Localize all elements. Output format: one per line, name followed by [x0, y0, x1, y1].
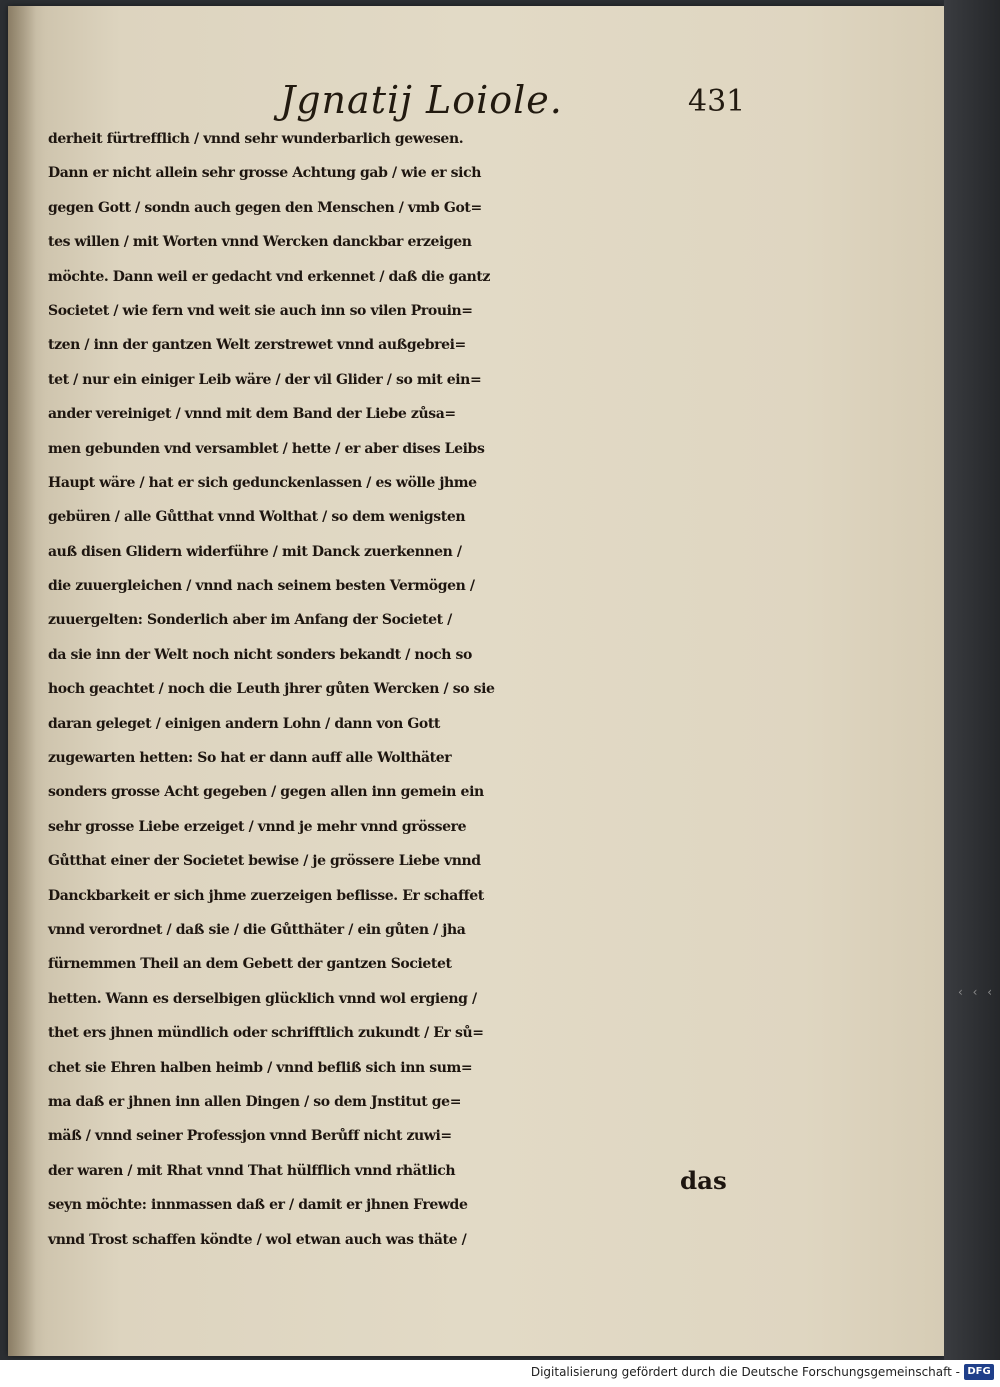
page-header — [8, 72, 944, 128]
dfg-logo-icon: DFG — [964, 1364, 994, 1380]
text-line: ander vereiniget / vnnd mit dem Band der Liebe zůsa= — [48, 406, 456, 423]
text-line: mäß / vnnd seiner Professjon vnnd Berůff nicht zuwi= — [48, 1128, 452, 1145]
text-line: hoch geachtet / noch die Leuth jhrer gůten Wercken / so sie — [48, 681, 495, 698]
text-line: auß disen Glidern widerführe / mit Danck zuerkennen / — [48, 543, 462, 560]
text-line: hetten. Wann es derselbigen glücklich vnnd wol ergieng / — [48, 990, 477, 1007]
text-line: tzen / inn der gantzen Welt zerstrewet vnnd außgebrei= — [48, 337, 466, 354]
text-line: gebüren / alle Gůtthat vnnd Wolthat / so dem wenigsten — [48, 509, 466, 526]
body-text — [48, 122, 928, 1257]
text-line: Gůtthat einer der Societet bewise / je grössere Liebe vnnd — [48, 853, 481, 870]
running-title: Jgnatij Loiole. — [280, 78, 563, 122]
text-line: chet sie Ehren halben heimb / vnnd befliß sich inn sum= — [48, 1059, 473, 1076]
text-line: vnnd Trost schaffen köndte / wol etwan auch was thäte / — [48, 1231, 467, 1248]
text-line: ma daß er jhnen inn allen Dingen / so dem Jnstitut ge= — [48, 1093, 462, 1110]
text-line: zugewarten hetten: So hat er dann auff alle Wolthäter — [48, 750, 452, 767]
edge-marks: ‹ ‹ ‹ — [958, 985, 996, 999]
text-line: thet ers jhnen mündlich oder schrifftlich zukundt / Er sů= — [48, 1025, 484, 1042]
text-line: Haupt wäre / hat er sich gedunckenlassen / es wölle jhme — [48, 474, 477, 491]
text-line: tes willen / mit Worten vnnd Wercken danckbar erzeigen — [48, 234, 472, 251]
book-page — [8, 6, 944, 1356]
text-line: daran geleget / einigen andern Lohn / dann von Gott — [48, 715, 440, 732]
text-line: möchte. Dann weil er gedacht vnd erkennet / daß die gantz — [48, 268, 491, 285]
text-line: seyn möchte: innmassen daß er / damit er jhnen Frewde — [48, 1197, 468, 1214]
catchword: das — [680, 1166, 727, 1195]
text-line: sehr grosse Liebe erzeiget / vnnd je mehr vnnd grössere — [48, 818, 467, 835]
text-line: derheit fürtrefflich / vnnd sehr wunderbarlich gewesen. — [48, 131, 464, 147]
text-line: men gebunden vnd versamblet / hette / er aber dises Leibs — [48, 440, 485, 457]
funding-notice: Digitalisierung gefördert durch die Deutsche Forschungsgemeinschaft - — [530, 1365, 960, 1379]
text-line: Dann er nicht allein sehr grosse Achtung gab / wie er sich — [48, 165, 481, 182]
footer-bar — [0, 1360, 1000, 1387]
text-line: Societet / wie fern vnd weit sie auch inn so vilen Prouin= — [48, 302, 473, 319]
text-line: fürnemmen Theil an dem Gebett der gantzen Societet — [48, 956, 452, 973]
text-line: Danckbarkeit er sich jhme zuerzeigen beflisse. Er schaffet — [48, 887, 484, 904]
text-line: gegen Gott / sondn auch gegen den Menschen / vmb Got= — [48, 199, 482, 216]
text-line: zuuergelten: Sonderlich aber im Anfang der Societet / — [48, 612, 452, 629]
text-line: tet / nur ein einiger Leib wäre / der vil Glider / so mit ein= — [48, 371, 482, 388]
text-line: die zuuergleichen / vnnd nach seinem besten Vermögen / — [48, 578, 475, 595]
text-line: da sie inn der Welt noch nicht sonders bekandt / noch so — [48, 646, 472, 663]
gutter-shadow — [8, 6, 36, 1356]
page-number: 431 — [688, 84, 746, 119]
text-line: vnnd verordnet / daß sie / die Gůtthäter / ein gůten / jha — [48, 921, 466, 938]
text-line: der waren / mit Rhat vnnd That hülfflich vnnd rhätlich — [48, 1162, 456, 1179]
text-line: sonders grosse Acht gegeben / gegen allen inn gemein ein — [48, 784, 484, 801]
scanner-edge — [944, 0, 1000, 1360]
